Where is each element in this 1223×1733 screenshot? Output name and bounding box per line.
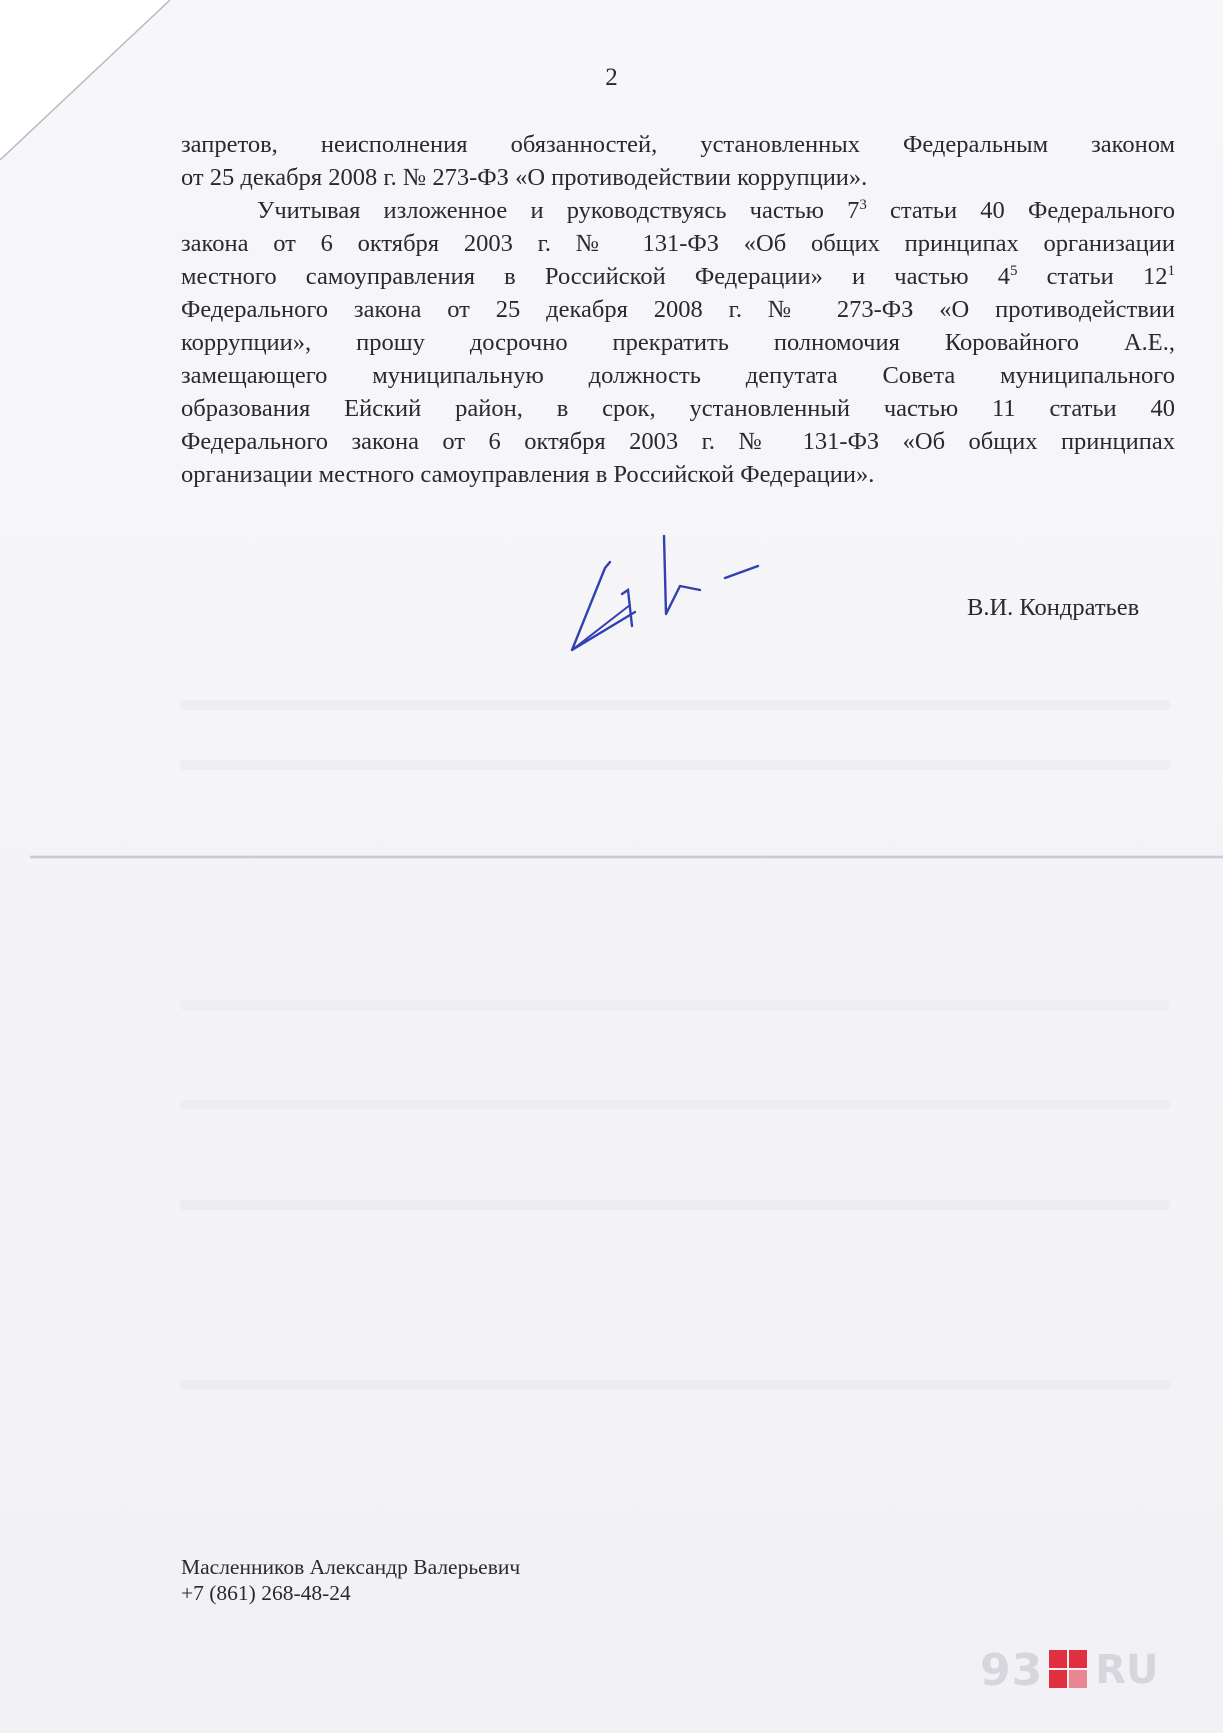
- watermark-suffix: RU: [1095, 1647, 1159, 1693]
- bleed-through: [180, 760, 1170, 770]
- text-line: образования Ейский район, в срок, установленный частью 11 статьи 40: [181, 395, 1175, 422]
- paragraph-1: [181, 128, 1175, 194]
- handwritten-signature: [560, 530, 860, 740]
- watermark-logo: [980, 1640, 1159, 1700]
- text-line: Федерального закона от 6 октября 2003 г. № 131-ФЗ «Об общих принципах: [181, 428, 1175, 455]
- logo-squares-icon: [1049, 1650, 1089, 1690]
- bleed-through: [180, 1100, 1170, 1110]
- text-line: замещающего муниципальную должность депутата Совета муниципального: [181, 362, 1175, 389]
- text-line: Федерального закона от 25 декабря 2008 г. № 273-ФЗ «О противодействии: [181, 296, 1175, 323]
- bleed-through: [180, 1380, 1170, 1390]
- text-line: Учитывая изложенное и руководствуясь частью $7^3$ статьи 40 Федерального: [257, 196, 1175, 224]
- contact-block: [181, 1554, 520, 1606]
- text-line: закона от 6 октября 2003 г. № 131-ФЗ «Об общих принципах организации: [181, 230, 1175, 257]
- text-line: коррупции», прошу досрочно прекратить полномочия Коровайного А.Е.,: [181, 329, 1175, 356]
- bleed-through: [180, 1200, 1170, 1210]
- page-number: 2: [605, 64, 618, 91]
- watermark-number: 93: [980, 1644, 1044, 1696]
- bleed-through: [180, 1000, 1170, 1010]
- paragraph-2: [181, 194, 1175, 491]
- contact-phone: +7 (861) 268-48-24: [181, 1581, 351, 1605]
- contact-name: Масленников Александр Валерьевич: [181, 1555, 521, 1579]
- text-line: организации местного самоуправления в Российской Федерации».: [181, 461, 875, 488]
- text-line: запретов, неисполнения обязанностей, установленных Федеральным законом: [181, 131, 1175, 158]
- signer-name: В.И. Кондратьев: [967, 594, 1140, 621]
- paper-fold-line: [30, 855, 1223, 859]
- text-line: от 25 декабря 2008 г. № 273-ФЗ «О противодействии коррупции».: [181, 164, 868, 191]
- text-line: местного самоуправления в Российской Федерации» и частью $4^5$ статьи $12^1$: [181, 262, 1175, 290]
